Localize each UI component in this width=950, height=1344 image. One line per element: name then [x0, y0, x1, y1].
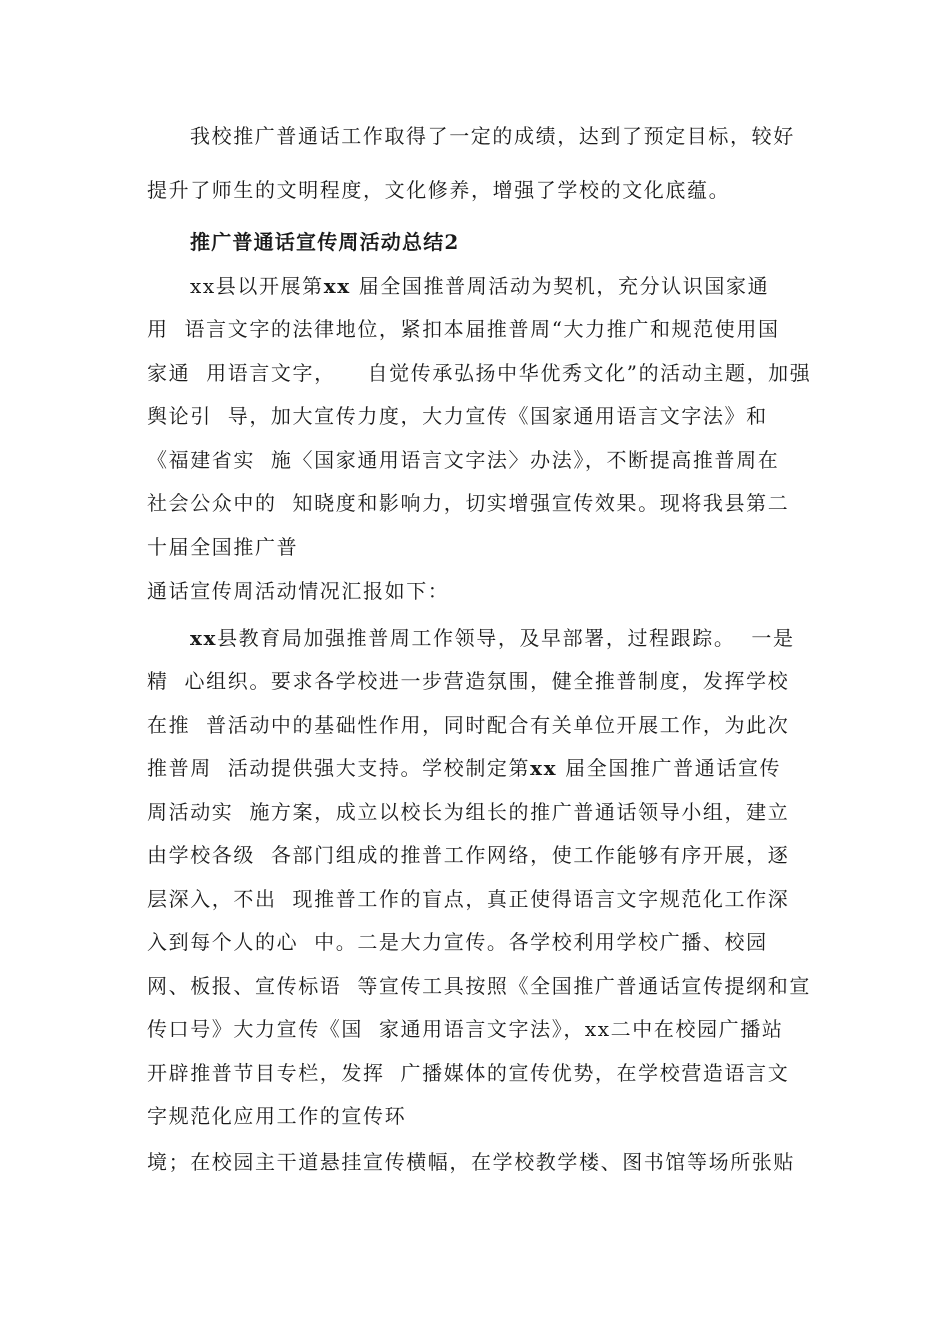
- paragraph2-line-7: 层深入，不出 现推普工作的盲点，真正使得语言文字规范化工作深: [147, 887, 790, 911]
- paragraph2-line-2: 精 心组织。要求各学校进一步营造氛围，健全推普制度，发挥学校: [147, 669, 790, 693]
- paragraph1-line-3: 家通 用语言文字， 自觉传承弘扬中华优秀文化”的活动主题，加强: [147, 361, 812, 385]
- paragraph1-line-1-pre: xx县以开展第: [190, 274, 324, 298]
- section-heading: 推广普通话宣传周活动总结2: [190, 230, 460, 254]
- paragraph2-line-11: 开辟推普节目专栏，发挥 广播媒体的宣传优势，在学校营造语言文: [147, 1061, 790, 1085]
- paragraph2-line-1-post: 县教育局加强推普周工作领导，及早部署，过程跟踪。 一是: [217, 626, 795, 650]
- paragraph2-line-4-bold: xx: [530, 756, 558, 780]
- paragraph2-line-12: 字规范化应用工作的宣传环: [147, 1104, 407, 1128]
- paragraph1-line-5: 《福建省实 施〈国家通用语言文字法〉办法》，不断提高推普周在: [147, 448, 780, 472]
- paragraph2-line-10: 传口号》大力宣传《国 家通用语言文字法》，xx二中在校园广播站: [147, 1017, 784, 1041]
- paragraph2-line-8: 入到每个人的心 中。二是大力宣传。各学校利用学校广播、校园: [147, 930, 768, 954]
- paragraph2-line-4-pre: 推普周 活动提供强大支持。学校制定第: [147, 756, 531, 780]
- intro-line-2: 提升了师生的文明程度，文化修养，增强了学校的文化底蕴。: [147, 178, 731, 202]
- paragraph2-line-4: [147, 755, 807, 781]
- paragraph2-line-5: 周活动实 施方案，成立以校长为组长的推广普通话领导小组，建立: [147, 800, 790, 824]
- paragraph1-line-7: 十届全国推广普: [147, 535, 299, 559]
- paragraph1-line-2: 用 语言文字的法律地位，紧扣本届推普周“大力推广和规范使用国: [147, 317, 780, 341]
- paragraph1-line-4: 舆论引 导，加大宣传力度，大力宣传《国家通用语言文字法》和: [147, 404, 768, 428]
- paragraph1-line-1-post: 届全国推普周活动为契机，充分认识国家通: [350, 274, 770, 298]
- paragraph2-line-9: 网、板报、宣传标语 等宣传工具按照《全国推广普通话宣传提纲和宣: [147, 974, 811, 998]
- paragraph1-line-8: 通话宣传周活动情况汇报如下：: [147, 579, 450, 603]
- paragraph1-line-1: [190, 273, 850, 299]
- paragraph2-line-1-bold: xx: [190, 626, 218, 650]
- intro-line-1: 我校推广普通话工作取得了一定的成绩，达到了预定目标，较好: [190, 124, 795, 148]
- paragraph1-line-6: 社会公众中的 知晓度和影响力，切实增强宣传效果。现将我县第二: [147, 491, 790, 515]
- paragraph2-line-1: [190, 625, 850, 651]
- paragraph2-line-13: 境；在校园主干道悬挂宣传横幅，在学校教学楼、图书馆等场所张贴: [147, 1150, 795, 1174]
- paragraph2-line-3: 在推 普活动中的基础性作用，同时配合有关单位开展工作，为此次: [147, 713, 790, 737]
- paragraph1-line-1-bold: xx: [323, 274, 351, 298]
- paragraph2-line-6: 由学校各级 各部门组成的推普工作网络，使工作能够有序开展，逐: [147, 843, 790, 867]
- paragraph2-line-4-post: 届全国推广普通话宣传: [557, 756, 782, 780]
